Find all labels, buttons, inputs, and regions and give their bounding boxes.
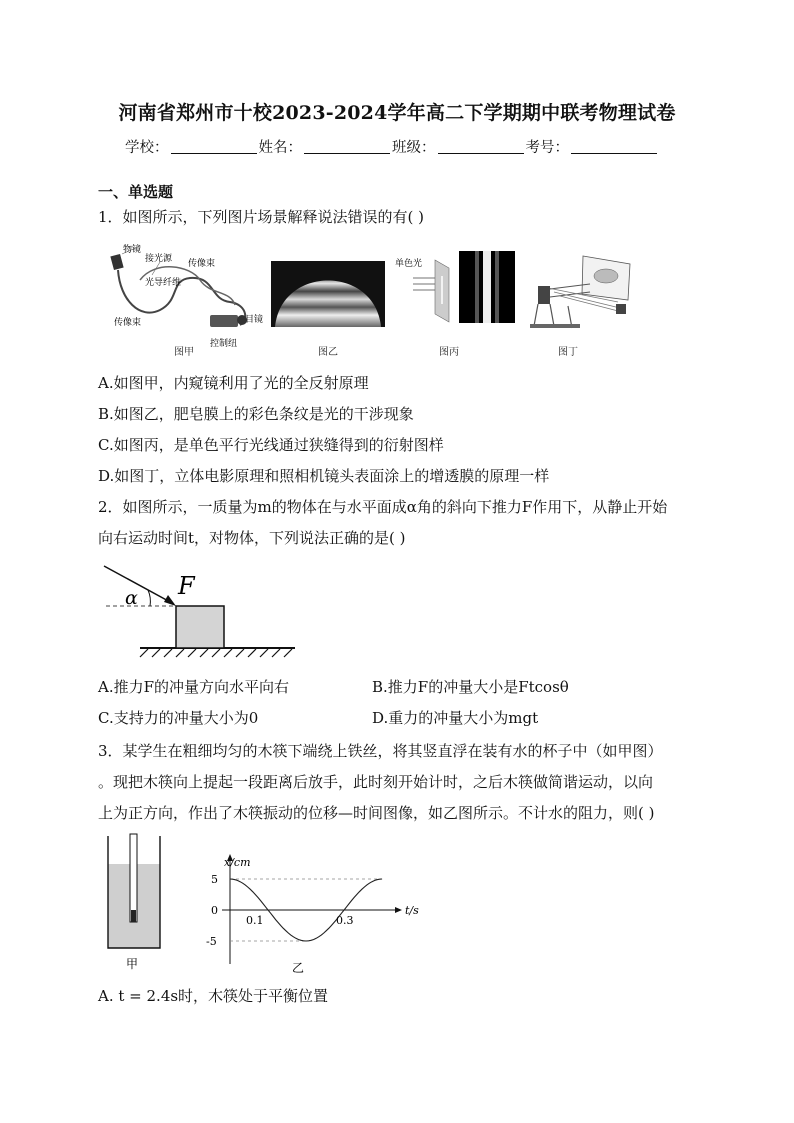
q3-stem-line-1: 3．某学生在粗细均匀的木筷下端绕上铁丝，将其竖直浮在装有水的杯子中（如甲图） bbox=[98, 742, 663, 760]
label-objective: 物镜 bbox=[123, 245, 142, 255]
q2-figure-block-force bbox=[100, 560, 300, 660]
q3-stem-line-3: 上为正方向，作出了木筷振动的位移—时间图像，如乙图所示。不计水的阻力，则( ) bbox=[98, 804, 655, 822]
q2-stem-line-2: 向右运动时间t，对物体，下列说法正确的是( ) bbox=[98, 529, 406, 547]
caption-fig-d: 图丁 bbox=[558, 347, 578, 358]
q2-option-a[interactable]: A.推力F的冲量方向水平向右 bbox=[98, 678, 290, 696]
q3-figure-b-xt-chart bbox=[200, 852, 430, 977]
q2-stem-line-1: 2．如图所示，一质量为m的物体在与水平面成α角的斜向下推力F作用下，从静止开始 bbox=[98, 498, 668, 516]
label-image-beam-1: 传像束 bbox=[188, 259, 216, 269]
q1-figure-d-projector bbox=[528, 248, 638, 332]
caption-fig-b: 图乙 bbox=[318, 347, 338, 358]
q1-stem: 1．如图所示，下列图片场景解释说法错误的有( ) bbox=[98, 208, 425, 226]
chart-ytick-5: 5 bbox=[211, 873, 218, 886]
chart-xtick-0-3: 0.3 bbox=[336, 914, 354, 927]
q3-stem-line-2: 。现把木筷向上提起一段距离后放手，此时刻开始计时，之后木筷做简谐运动，以向 bbox=[98, 773, 654, 791]
school-label: 学校： bbox=[125, 140, 169, 156]
class-blank[interactable] bbox=[438, 139, 524, 154]
q2-option-b[interactable]: B.推力F的冲量大小是Ftcosθ bbox=[372, 678, 569, 696]
chart-ylabel: x/cm bbox=[224, 856, 251, 869]
q2-option-d[interactable]: D.重力的冲量大小为mgt bbox=[372, 709, 539, 727]
name-label: 姓名： bbox=[258, 140, 302, 156]
number-label: 考号： bbox=[525, 140, 569, 156]
label-control: 控制纽 bbox=[210, 339, 238, 349]
label-light-source: 接光源 bbox=[145, 254, 173, 264]
label-image-beam-2: 传像束 bbox=[114, 318, 142, 328]
school-blank[interactable] bbox=[171, 139, 257, 154]
student-info-line bbox=[125, 136, 659, 157]
chart-xtick-0-1: 0.1 bbox=[246, 914, 264, 927]
q2-option-c[interactable]: C.支持力的冲量大小为0 bbox=[98, 709, 259, 727]
chart-ytick-0: 0 bbox=[211, 904, 218, 917]
label-eyepiece: 目镜 bbox=[245, 315, 264, 325]
label-yi: 乙 bbox=[292, 961, 305, 975]
number-blank[interactable] bbox=[571, 139, 657, 154]
caption-fig-a: 图甲 bbox=[174, 347, 194, 358]
label-jia: 甲 bbox=[126, 957, 139, 971]
label-fiber: 光导纤维 bbox=[145, 278, 182, 288]
q3-figure-a-cup bbox=[104, 830, 166, 975]
class-label: 班级： bbox=[392, 140, 436, 156]
q3-option-a[interactable]: A. t = 2.4s时，木筷处于平衡位置 bbox=[98, 987, 329, 1005]
caption-fig-c: 图丙 bbox=[439, 347, 459, 358]
q1-figure-c-diffraction bbox=[393, 248, 518, 328]
q1-figure-a-endoscope bbox=[100, 240, 270, 355]
label-mono-light: 单色光 bbox=[395, 259, 423, 269]
label-angle-alpha: α bbox=[125, 587, 138, 609]
q1-option-d[interactable]: D.如图丁，立体电影原理和照相机镜头表面涂上的增透膜的原理一样 bbox=[98, 467, 550, 485]
chart-ytick-neg5: -5 bbox=[206, 935, 217, 948]
section-heading: 一、单选题 bbox=[98, 183, 174, 201]
q1-option-b[interactable]: B.如图乙，肥皂膜上的彩色条纹是光的干涉现象 bbox=[98, 405, 414, 423]
page-title: 河南省郑州市十校2023-2024学年高二下学期期中联考物理试卷 bbox=[118, 102, 676, 124]
q1-option-a[interactable]: A.如图甲，内窥镜利用了光的全反射原理 bbox=[98, 374, 369, 392]
q1-figure-b-soap-film bbox=[271, 261, 385, 327]
chart-xlabel: t/s bbox=[405, 904, 419, 917]
name-blank[interactable] bbox=[304, 139, 390, 154]
label-force-f: F bbox=[178, 572, 195, 600]
q1-option-c[interactable]: C.如图丙，是单色平行光线通过狭缝得到的衍射图样 bbox=[98, 436, 444, 454]
